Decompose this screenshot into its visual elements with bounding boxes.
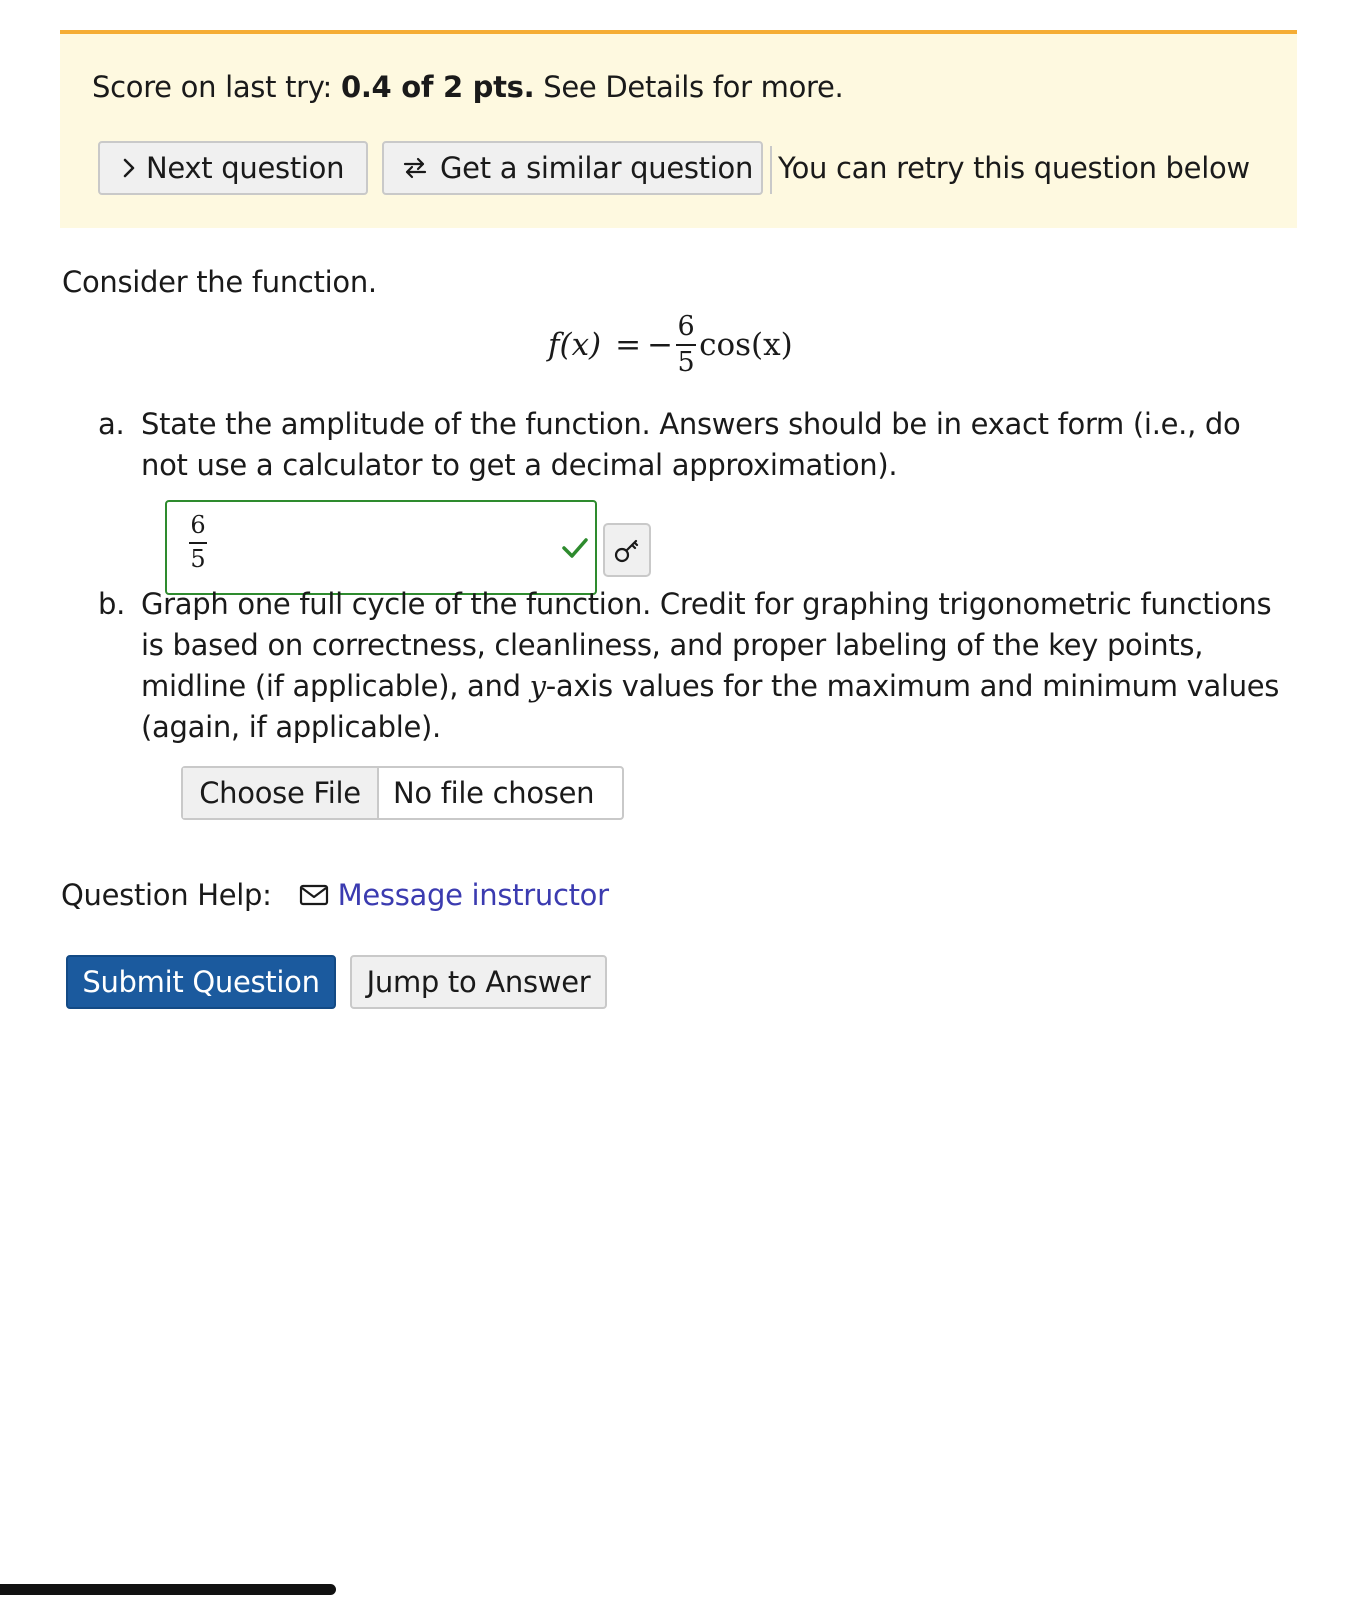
amplitude-answer-input[interactable] (165, 500, 597, 595)
function-formula (548, 300, 793, 390)
key-icon (613, 536, 641, 564)
formula-fraction (676, 312, 696, 377)
home-indicator (0, 1584, 336, 1595)
swap-arrows-icon (400, 153, 430, 183)
message-instructor-link[interactable] (298, 878, 609, 912)
part-b-variable: y (529, 669, 546, 703)
formula-denominator: 5 (677, 347, 695, 378)
file-upload[interactable] (181, 766, 624, 820)
score-value: 0.4 of 2 pts. (340, 70, 535, 104)
similar-question-label: Get a similar question (440, 151, 754, 185)
part-a-text: State the amplitude of the function. Answers should be in exact form (i.e., do not use a calculator to get a decimal approximation). (141, 407, 1241, 482)
part-b-text-after: -axis values for the maximum and minimum values (again, if applicable). (141, 669, 1280, 744)
file-status: No file chosen (393, 776, 595, 810)
submit-question-button[interactable]: Submit Question (66, 955, 336, 1009)
show-answer-key-button[interactable] (603, 523, 651, 577)
message-instructor-label: Message instructor (337, 878, 609, 912)
part-b-text-before: Graph one full cycle of the function. Credit for graphing trigonometric functions is based on correctness, cleanliness, and proper labeling of the key points, midline (if applicable), and (141, 587, 1272, 703)
question-intro: Consider the function. (62, 265, 377, 299)
jump-to-answer-button[interactable]: Jump to Answer (350, 955, 607, 1009)
next-question-label: Next question (146, 151, 345, 185)
question-help (61, 878, 609, 912)
envelope-icon (298, 882, 330, 908)
choose-file-button[interactable]: Choose File (183, 768, 379, 818)
chevron-right-icon (122, 157, 136, 179)
checkmark-icon (561, 536, 589, 560)
answer-numerator: 6 (190, 511, 206, 539)
score-suffix: See Details for more. (534, 70, 844, 104)
formula-lhs: f(x) (548, 327, 602, 363)
formula-equals: = (615, 327, 642, 363)
part-b-label: b. (98, 587, 126, 621)
formula-numerator: 6 (677, 311, 695, 343)
answer-fraction (189, 512, 207, 573)
formula-rhs: cos(x) (699, 327, 793, 363)
next-question-button[interactable] (98, 141, 368, 195)
score-banner (60, 30, 1297, 228)
similar-question-button[interactable] (382, 141, 763, 195)
score-prefix: Score on last try: (92, 70, 341, 104)
formula-sign: − (647, 327, 674, 363)
part-b-text (141, 584, 1298, 748)
part-a-label: a. (98, 407, 125, 441)
answer-denominator: 5 (190, 544, 206, 573)
question-help-label: Question Help: (61, 878, 272, 912)
retry-notice: You can retry this question below (770, 146, 1250, 194)
score-summary (92, 70, 843, 104)
